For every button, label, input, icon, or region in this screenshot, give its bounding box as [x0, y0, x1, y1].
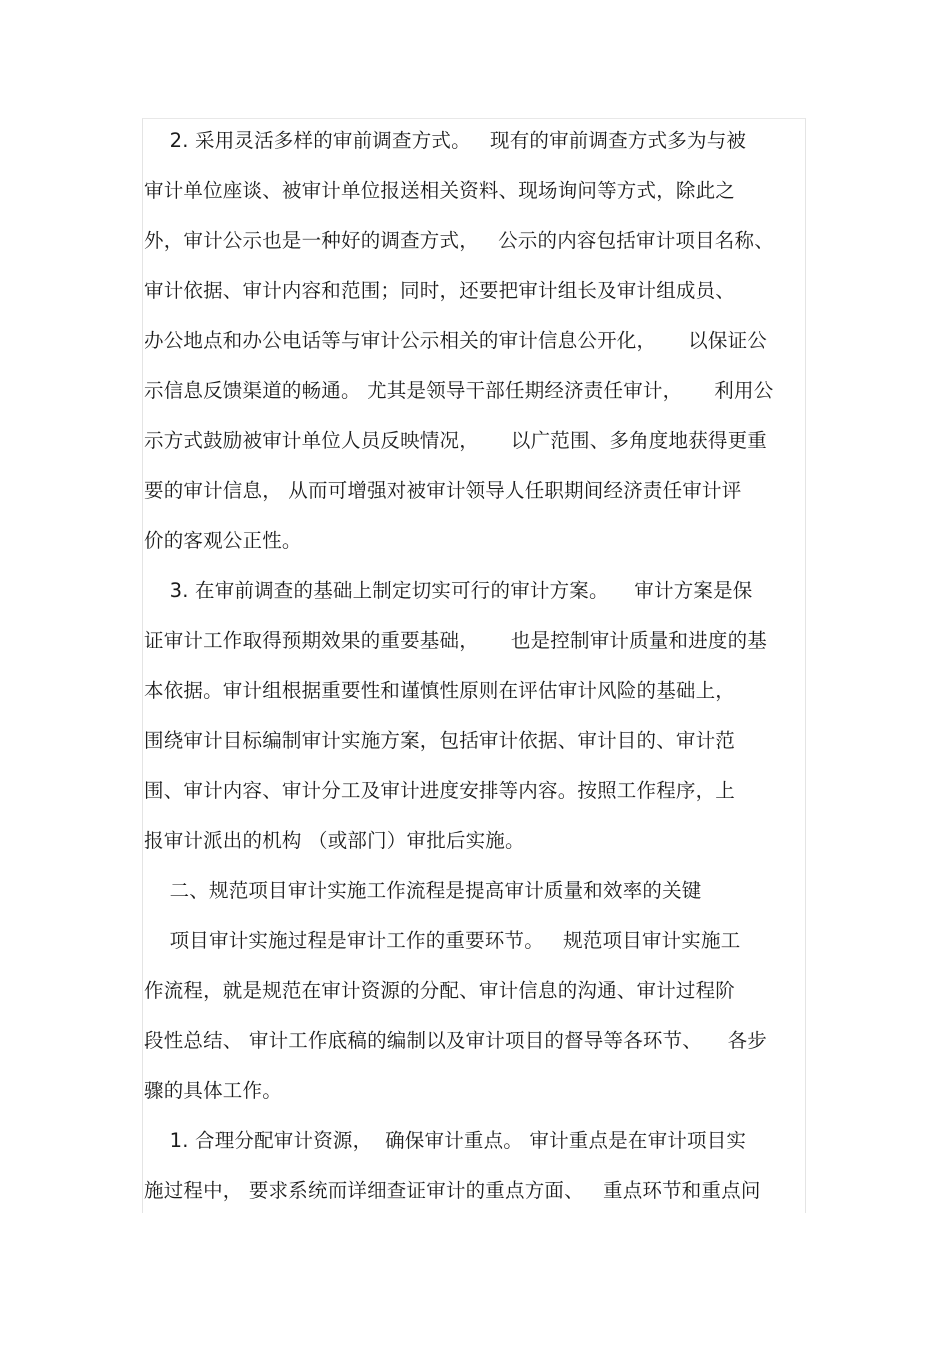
paragraph-line: 示信息反馈渠道的畅通。 尤其是领导干部任期经济责任审计， 利用公 [144, 379, 774, 402]
paragraph-line: 示方式鼓励被审计单位人员反映情况， 以广范围、多角度地获得更重 [144, 429, 767, 452]
paragraph-line: 骤的具体工作。 [144, 1079, 282, 1102]
paragraph-line: 3. 在审前调查的基础上制定切实可行的审计方案。 审计方案是保 [144, 579, 753, 602]
paragraph-line: 报审计派出的机构 （或部门）审批后实施。 [144, 829, 525, 852]
paragraph-line: 施过程中， 要求系统而详细查证审计的重点方面、 重点环节和重点问 [144, 1179, 761, 1202]
paragraph-line: 作流程，就是规范在审计资源的分配、审计信息的沟通、审计过程阶 [144, 979, 736, 1002]
section-heading: 二、规范项目审计实施工作流程是提高审计质量和效率的关键 [144, 879, 702, 902]
paragraph-line: 审计依据、审计内容和范围；同时，还要把审计组长及审计组成员、 [144, 279, 736, 302]
paragraph-line: 项目审计实施过程是审计工作的重要环节。 规范项目审计实施工 [144, 929, 741, 952]
paragraph-line: 要的审计信息， 从而可增强对被审计领导人任职期间经济责任审计评 [144, 479, 742, 502]
paragraph-line: 证审计工作取得预期效果的重要基础， 也是控制审计质量和进度的基 [144, 629, 767, 652]
paragraph-line: 办公地点和办公电话等与审计公示相关的审计信息公开化， 以保证公 [144, 329, 767, 352]
paragraph-line: 段性总结、 审计工作底稿的编制以及审计项目的督导等各环节、 各步 [144, 1029, 767, 1052]
paragraph-line: 围、审计内容、审计分工及审计进度安排等内容。按照工作程序，上 [144, 779, 736, 802]
paragraph-line: 1. 合理分配审计资源， 确保审计重点。 审计重点是在审计项目实 [144, 1129, 747, 1152]
paragraph-line: 本依据。审计组根据重要性和谨慎性原则在评估审计风险的基础上， [144, 679, 736, 702]
paragraph-line: 价的客观公正性。 [144, 529, 302, 552]
paragraph-line: 围绕审计目标编制审计实施方案，包括审计依据、审计目的、审计范 [144, 729, 736, 752]
paragraph-line: 审计单位座谈、被审计单位报送相关资料、现场询问等方式，除此之 [144, 179, 736, 202]
paragraph-line: 2. 采用灵活多样的审前调查方式。 现有的审前调查方式多为与被 [144, 129, 747, 152]
paragraph-line: 外，审计公示也是一种好的调查方式， 公示的内容包括审计项目名称、 [144, 229, 774, 252]
